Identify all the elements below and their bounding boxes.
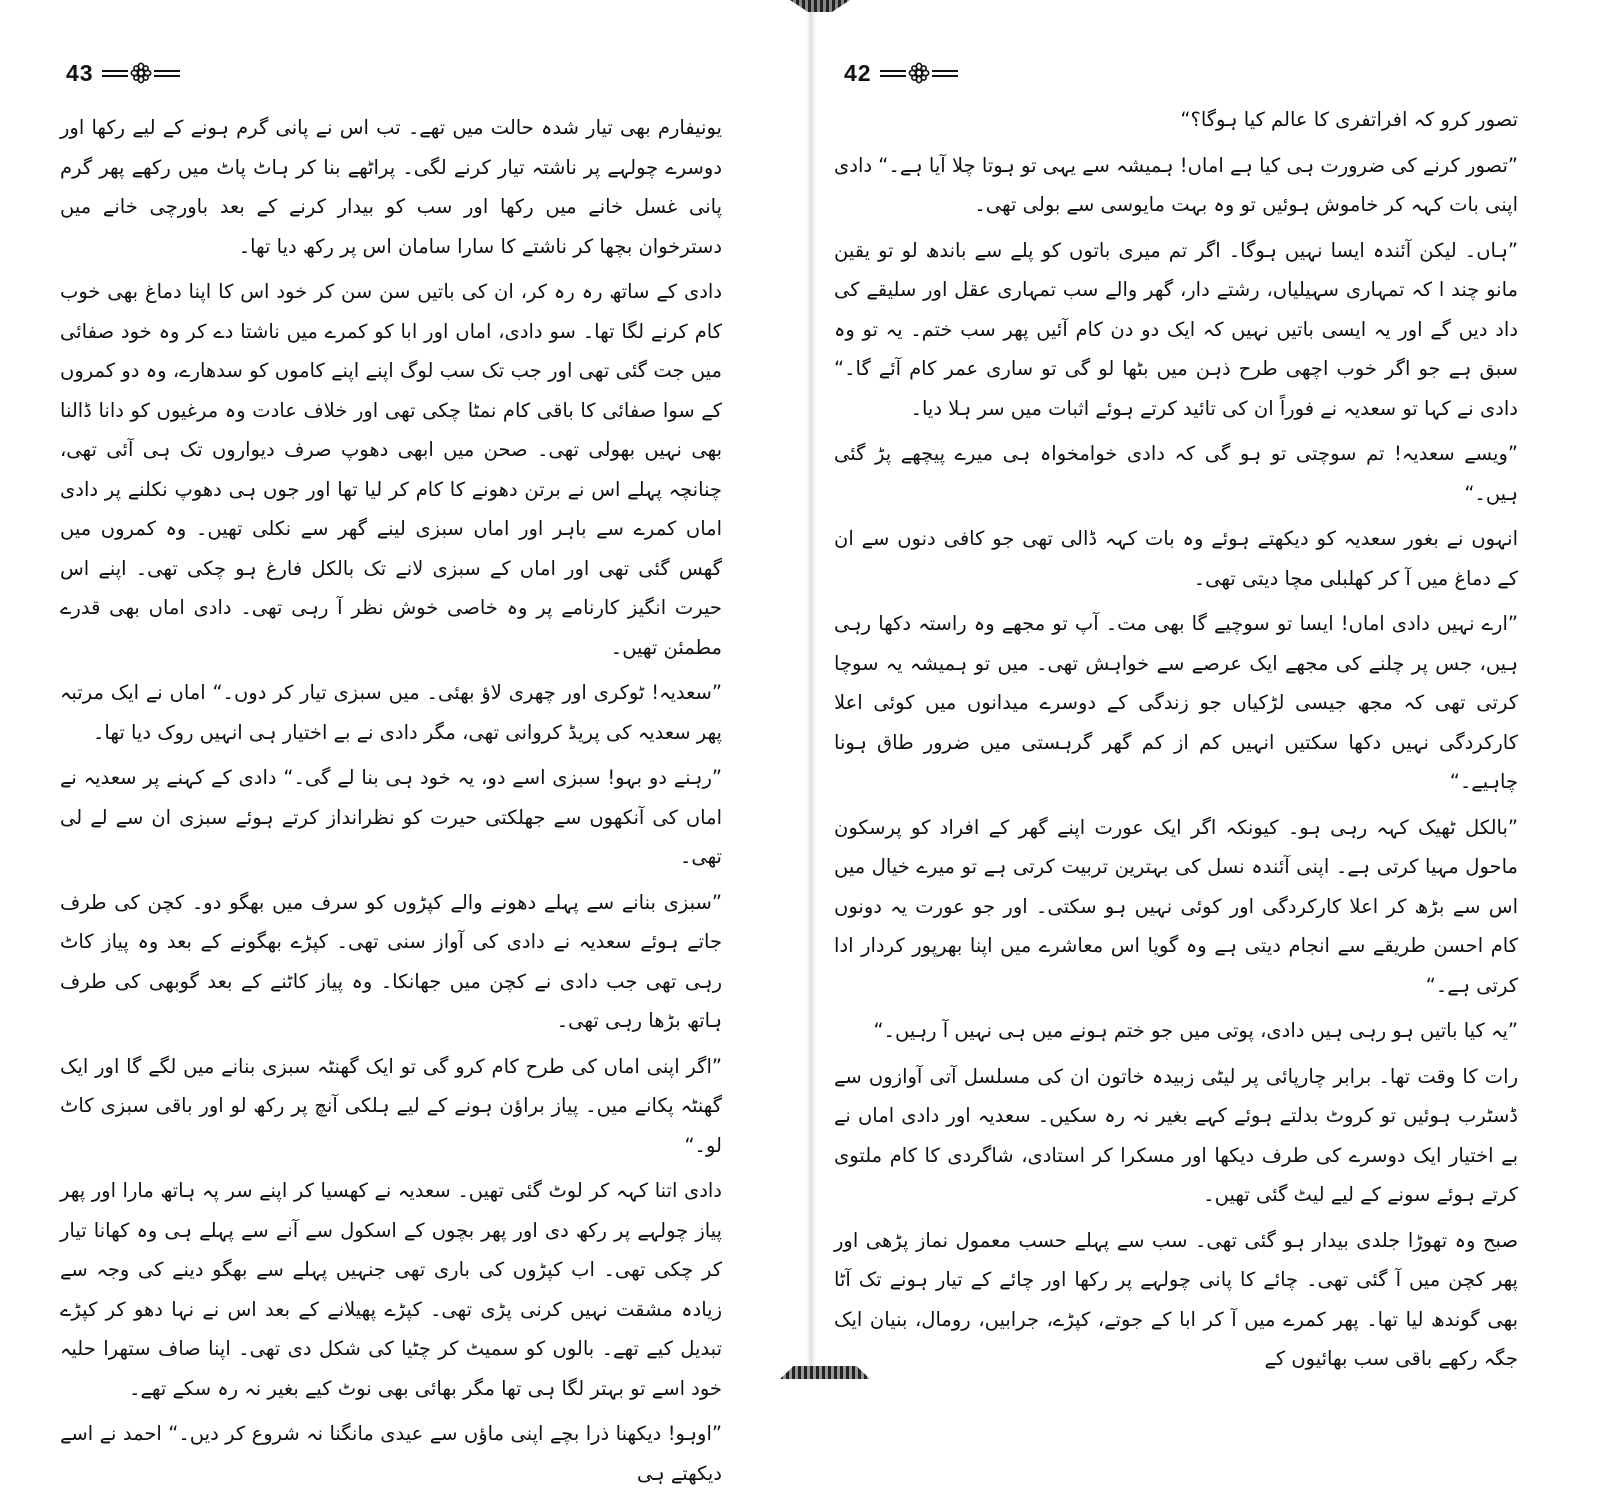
page-header-left bbox=[66, 58, 180, 88]
header-ornament-left bbox=[102, 62, 180, 84]
page-text-left bbox=[60, 108, 722, 1499]
page-number-right: 42 bbox=[844, 59, 872, 86]
ornament-bars bbox=[932, 70, 958, 77]
paragraph: ”اوہو! دیکھنا ذرا بچے اپنی ماؤں سے عیدی مانگنا نہ شروع کر دیں۔“ احمد نے اسے دیکھتے ہی bbox=[60, 1422, 722, 1485]
paragraph: ”ارے نہیں دادی اماں! ایسا تو سوچیے گا بھی مت۔ آپ تو مجھے وہ راستہ دکھا رہی ہیں، جس پر چلنے کی مجھے ایک عرصے سے خواہش تھی۔ میں تو ہمیشہ یہ سوچا کرتی تھی کہ مجھ جیسی لڑکیاں جو زندگی کے دوسرے میدانوں میں کوئی اعلا کارکردگی نہیں دکھا سکتیں انہیں کم از کم گھر گرہستی میں ضرور طاق ہونا چاہیے۔“ bbox=[834, 612, 1518, 793]
paragraph: صبح وہ تھوڑا جلدی بیدار ہو گئی تھی۔ سب سے پہلے حسب معمول نماز پڑھی اور پھر کچن میں آ گئی تھی۔ چائے کا پانی چولہے پر رکھا اور چائے کے تیار ہونے تک آٹا بھی گوندھ لیا تھا۔ پھر کمرے میں آ کر ابا کے جوتے، کپڑے، جرابیں، رومال، بنیان ایک جگہ رکھے باقی سب بھائیوں کے bbox=[834, 1228, 1518, 1370]
ornament-bars bbox=[880, 70, 906, 77]
page-right bbox=[816, 0, 1600, 1379]
paragraph: ”ویسے سعدیہ! تم سوچتی تو ہو گی کہ دادی خوامخواہ ہی میرے پیچھے پڑ گئی ہیں۔“ bbox=[834, 442, 1518, 505]
ornament-bars bbox=[154, 70, 180, 77]
paragraph: ”اگر اپنی اماں کی طرح کام کرو گی تو ایک گھنٹہ سبزی بنانے میں لگے گا اور ایک گھنٹہ پکانے میں۔ پیاز براؤن ہونے کے لیے ہلکی آنچ پر رکھ لو اور باقی سبزی کاٹ لو۔“ bbox=[60, 1054, 722, 1157]
flower-icon bbox=[908, 62, 930, 84]
paragraph: رات کا وقت تھا۔ برابر چارپائی پر لیٹی زبیدہ خاتون ان کی مسلسل آتی آوازوں سے ڈسٹرب ہوئیں تو کروٹ بدلتے ہوئے کہے بغیر نہ رہ سکیں۔ سعدیہ اور دادی اماں نے بے اختیار ایک دوسرے کی طرف دیکھا اور مسکرا کر استادی، شاگردی کا کام ملتوی کرتے ہوئے سونے کے لیے لیٹ گئی تھیں۔ bbox=[834, 1064, 1518, 1206]
paragraph: ”رہنے دو بہو! سبزی اسے دو، یہ خود ہی بنا لے گی۔“ دادی کے کہنے پر سعدیہ نے اماں کی آنکھوں سے جھلکتی حیرت کو نظرانداز کرتے ہوئے سبزی ان سے لے لی تھی۔ bbox=[60, 766, 722, 868]
ornament-bars bbox=[102, 70, 128, 77]
header-ornament-right bbox=[880, 62, 958, 84]
paragraph: ”ہاں۔ لیکن آئندہ ایسا نہیں ہوگا۔ اگر تم میری باتوں کو پلے سے باندھ لو تو یقین مانو چند ا کہ تمہاری سہیلیاں، رشتے دار، گھر والے سب تمہاری عقل اور سلیقے کی داد دیں گے اور یہ ایسی باتیں نہیں کہ ایک دو دن کام آئیں پھر سب ختم۔ یہ تو وہ سبق ہے جو اگر خوب اچھی طرح ذہن میں بٹھا لو گی تو ساری عمر کام آئے گا۔“ دادی نے کہا تو سعدیہ نے فوراً ان کی تائید کرتے ہوئے اثبات میں سر ہلا دیا۔ bbox=[834, 238, 1518, 420]
paragraph: دادی کے ساتھ رہ رہ کر، ان کی باتیں سن سن کر خود اس کا اپنا دماغ بھی خوب کام کرنے لگا تھا۔ سو دادی، اماں اور ابا کو کمرے میں ناشتا دے کر وہ خود صفائی میں جت گئی تھی اور جب تک سب لوگ اپنے اپنے کاموں کو سدھارے، وہ دو کمروں کے سوا صفائی کا باقی کام نمٹا چکی تھی اور خلاف عادت وہ مرغیوں کو دانا ڈالنا بھی نہیں بھولی تھی۔ صحن میں ابھی دھوپ صرف دیواروں تک ہی آئی تھی، چنانچہ پہلے اس نے برتن دھونے کا کام کر لیا تھا اور جوں ہی دھوپ نکلنے پر دادی اماں کمرے سے باہر اور اماں سبزی لینے گھر سے نکلی تھیں۔ وہ کمروں میں گھس گئی تھی اور اماں کے سبزی لانے تک بالکل فارغ ہو چکی تھی۔ اپنے اس حیرت انگیز کارنامے پر وہ خاصی خوش نظر آ رہی تھی۔ دادی اماں بھی قدرے مطمئن تھیں۔ bbox=[60, 280, 722, 659]
paragraph: ”تصور کرنے کی ضرورت ہی کیا ہے اماں! ہمیشہ سے یہی تو ہوتا چلا آیا ہے۔“ دادی اپنی بات کہہ کر خاموش ہوئیں تو وہ بہت مایوسی سے بولی تھی۔ bbox=[834, 153, 1518, 216]
paragraph: انہوں نے بغور سعدیہ کو دیکھتے ہوئے وہ بات کہہ ڈالی تھی جو کافی دنوں سے ان کے دماغ میں آ کر کھلبلی مچا دیتی تھی۔ bbox=[834, 527, 1518, 590]
paragraph: یونیفارم بھی تیار شدہ حالت میں تھے۔ تب اس نے پانی گرم ہونے کے لیے رکھا اور دوسرے چولہے پر ناشتہ تیار کرنے لگی۔ پراٹھے بنا کر ہاٹ پاٹ میں رکھے پھر گرم پانی غسل خانے میں رکھا اور سب کو بیدار کرنے کے بعد باورچی خانے میں دسترخوان بچھا کر ناشتے کا سارا سامان اس پر رکھ دیا تھا۔ bbox=[60, 116, 722, 258]
book-gutter bbox=[806, 0, 816, 1379]
page-text-right bbox=[834, 100, 1518, 1385]
page-left bbox=[0, 0, 806, 1485]
paragraph: ”سعدیہ! ٹوکری اور چھری لاؤ بھئی۔ میں سبزی تیار کر دوں۔“ اماں نے ایک مرتبہ پھر سعدیہ کی پریڈ کروانی تھی، مگر دادی نے بے اختیار ہی انہیں روک دیا تھا۔ bbox=[60, 681, 722, 744]
paragraph: ”سبزی بنانے سے پہلے دھونے والے کپڑوں کو سرف میں بھگو دو۔ کچن کی طرف جاتے ہوئے سعدیہ نے دادی کی آواز سنی تھی۔ کپڑے بھگونے کے بعد وہ پیاز کاٹ رہی تھی جب دادی نے کچن میں جھانکا۔ وہ پیاز کاٹنے کے بعد گوبھی کی طرف ہاتھ بڑھا رہی تھی۔ bbox=[60, 890, 722, 1032]
page-number-left: 43 bbox=[66, 59, 94, 86]
paragraph: تصور کرو کہ افراتفری کا عالم کیا ہوگا؟“ bbox=[1180, 108, 1518, 131]
paragraph: ”بالکل ٹھیک کہہ رہی ہو۔ کیونکہ اگر ایک عورت اپنے گھر کے افراد کو پرسکون ماحول مہیا کرتی ہے۔ اپنی آئندہ نسل کی بہترین تربیت کرتی ہے تو میرے خیال میں اس سے بڑھ کر اعلا کارکردگی اور کوئی نہیں ہو سکتی۔ اور جو عورت یہ دونوں کام احسن طریقے سے انجام دیتی ہے وہ گویا اس معاشرے میں اپنا بھرپور کردار ادا کرتی ہے۔“ bbox=[834, 815, 1518, 997]
paragraph: ”یہ کیا باتیں ہو رہی ہیں دادی، پوتی میں جو ختم ہونے میں ہی نہیں آ رہیں۔“ bbox=[873, 1019, 1518, 1042]
flower-icon bbox=[130, 62, 152, 84]
page-header-right bbox=[844, 58, 958, 88]
paragraph: دادی اتنا کہہ کر لوٹ گئی تھیں۔ سعدیہ نے کھسیا کر اپنے سر پہ ہاتھ مارا اور پھر پیاز چولہے پر رکھ دی اور پھر بچوں کے اسکول سے آنے سے پہلے ہی وہ کھانا تیار کر چکی تھی۔ اب کپڑوں کی باری تھی جنہیں پہلے سے بھگو دینے کی وجہ سے زیادہ مشقت نہیں کرنی پڑی تھی۔ کپڑے پھیلانے کے بعد اس نے نہا دھو کر کپڑے تبدیل کیے تھے۔ بالوں کو سمیٹ کر چٹیا کی شکل دی تھی۔ اپنا صاف ستھرا حلیہ خود اسے تو بہتر لگا ہی تھا مگر بھائی بھی نوٹ کیے بغیر نہ رہ سکے تھے۔ bbox=[60, 1179, 722, 1400]
